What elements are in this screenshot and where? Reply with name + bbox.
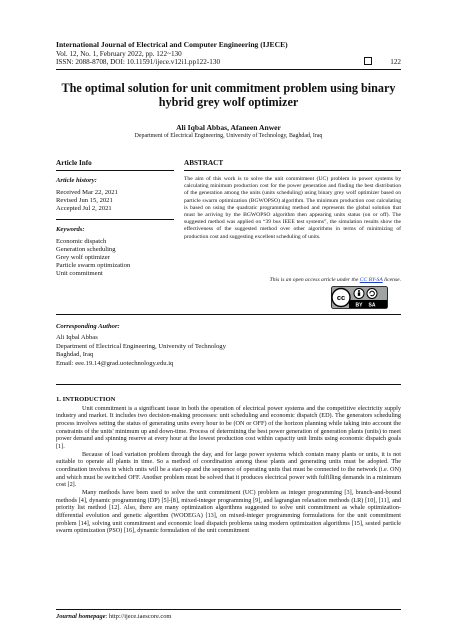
article-info-heading: Article Info xyxy=(56,159,174,171)
keyword: Unit commitment xyxy=(56,270,103,277)
title-line-1: The optimal solution for unit commitment problem using binary xyxy=(61,81,396,95)
journal-issn: ISSN: 2088-8708, DOI: 10.11591/ijece.v12i1.pp122-130 xyxy=(56,58,221,67)
body-paragraph: Because of load variation problem through the day, and for large power systems which contain many plants or units, it is not suitable to operate all plants in time. So a method of coordination among these plants and generating units must be adopted. The coordination involves in which units will be a start-up and the sequence of operating units that must be connected to the network (i.e. ON) and which must be switched OFF. Another problem must be solved that it produces electrical power with fulfilling demands in a minimum cost [2]. xyxy=(56,450,401,489)
body-paragraph: Many methods have been used to solve the unit commitment (UC) problem as integer programming [3], branch-and-bound methods [4], dynamic programming (DP) [5]-[8], mixed-integer programming [9], and lagrangian relaxation methods (LR) [10], [11], and priority list method [12]. Also, there are many optimization algorithms suggested to solve unit commitment as whale optimization-differential evolution and genetic algorithm (WODEGA) [13], on mixed-integer programming formulations for the unit commitment problem [14], solving unit commitment and economic load dispatch problems using modern optimization algorithms [15], sested particle swarm optimization (PSO) [16], dynamic formulation of the unit commitment xyxy=(56,488,401,535)
keywords-heading: Keywords: xyxy=(56,226,85,233)
history-item: Received Mar 22, 2021 xyxy=(56,189,118,196)
history-item: Revised Jun 15, 2021 xyxy=(56,197,113,204)
corresponding-author xyxy=(56,323,401,368)
header-divider xyxy=(56,69,401,70)
share-alike-icon xyxy=(367,289,377,299)
article-info-column xyxy=(56,159,174,278)
abstract-text: The aim of this work is to solve the unit commitment (UC) problem in power systems by calculating minimum production cost for the power generation and finding the best distribution of the generation among the units (units scheduling) using binary grey wolf optimizer based on particle swarm optimization (BGWOPSO) algorithm. The minimum production cost calculating is based on using the quadratic programming method and represents the global solution that must be arriving by the BGWOPSO algorithm then appearing units status (on or off). The suggested method was applied on “39 bus IEEE test systems”, the simulation results show the effectiveness of the suggested method over other algorithms in terms of minimizing of production cost and suggesting excellent scheduling of units. xyxy=(184,176,401,240)
keyword: Economic dispatch xyxy=(56,238,107,245)
square-icon xyxy=(364,57,372,65)
corresponding-city: Baghdad, Iraq xyxy=(56,351,94,359)
license-note xyxy=(184,277,401,283)
license-suffix: license. xyxy=(382,277,401,283)
badge-sa-label: SA xyxy=(368,302,376,309)
footer-divider xyxy=(56,609,401,610)
paper-affiliation: Department of Electrical Engineering, University of Technology, Baghdad, Iraq xyxy=(134,133,323,139)
keyword: Particle swarm optimization xyxy=(56,262,131,269)
footer-url[interactable]: : http://ijece.iaescore.com xyxy=(105,613,172,620)
abstract-column xyxy=(184,159,401,241)
cc-by-sa-badge[interactable] xyxy=(331,286,388,309)
svg-text:cc: cc xyxy=(336,293,346,303)
corresponding-dept: Department of Electrical Engineering, University of Technology xyxy=(56,342,226,350)
keywords-list xyxy=(56,238,174,278)
license-link[interactable]: CC BY-SA xyxy=(359,277,383,283)
page-number-block xyxy=(364,57,401,67)
section-heading: 1. INTRODUCTION xyxy=(56,396,116,403)
page-number: 122 xyxy=(390,58,401,67)
journal-header xyxy=(56,41,401,67)
paper-body xyxy=(56,396,401,535)
abstract-bottom-divider xyxy=(56,314,401,315)
corresponding-heading: Corresponding Author: xyxy=(56,323,120,330)
keyword: Generation scheduling xyxy=(56,246,116,253)
history-heading: Article history: xyxy=(56,177,97,184)
paper-title xyxy=(56,81,401,110)
license-prefix: This is an open access article under the xyxy=(269,277,360,283)
badge-by-label: BY xyxy=(355,302,363,309)
journal-footer xyxy=(56,613,171,620)
history-item: Accepted Jul 2, 2021 xyxy=(56,205,112,212)
body-paragraph: Unit commitment is a significant issue in both the operation of electrical power systems and the competitive electricity supply industry and market. It includes two decision-making processes: unit scheduling and economic dispatch (ED). The generators scheduling process involves setting the status of generating units every hour to be (ON or OFF) of the horizon planning while taking into account the constraints of the units' minimum up and down-time. Process of determining the best power generation of generation plants (units) to meet power demand and spinning reserve at every hour at the lowest production cost within capacity unit limits using economic dispatch goals [1]. xyxy=(56,404,401,450)
history-list xyxy=(56,189,174,213)
corresponding-divider xyxy=(56,384,401,385)
footer-label: Journal homepage xyxy=(56,613,106,620)
abstract-heading: ABSTRACT xyxy=(184,159,401,171)
keyword: Grey wolf optimizer xyxy=(56,254,110,261)
journal-volume: Vol. 12, No. 1, February 2022, pp. 122~130 xyxy=(56,49,182,58)
journal-name: International Journal of Electrical and Computer Engineering (IJECE) xyxy=(56,40,288,49)
paper-authors: Ali Iqbal Abbas, Afaneen Anwer xyxy=(176,123,281,132)
corresponding-name: Ali Iqbal Abbas xyxy=(56,334,98,342)
title-line-2: hybrid grey wolf optimizer xyxy=(158,95,299,110)
corresponding-email[interactable]: Email: eee.19.14@grad.uotechnology.edu.iq xyxy=(56,359,174,367)
info-divider xyxy=(56,219,174,220)
